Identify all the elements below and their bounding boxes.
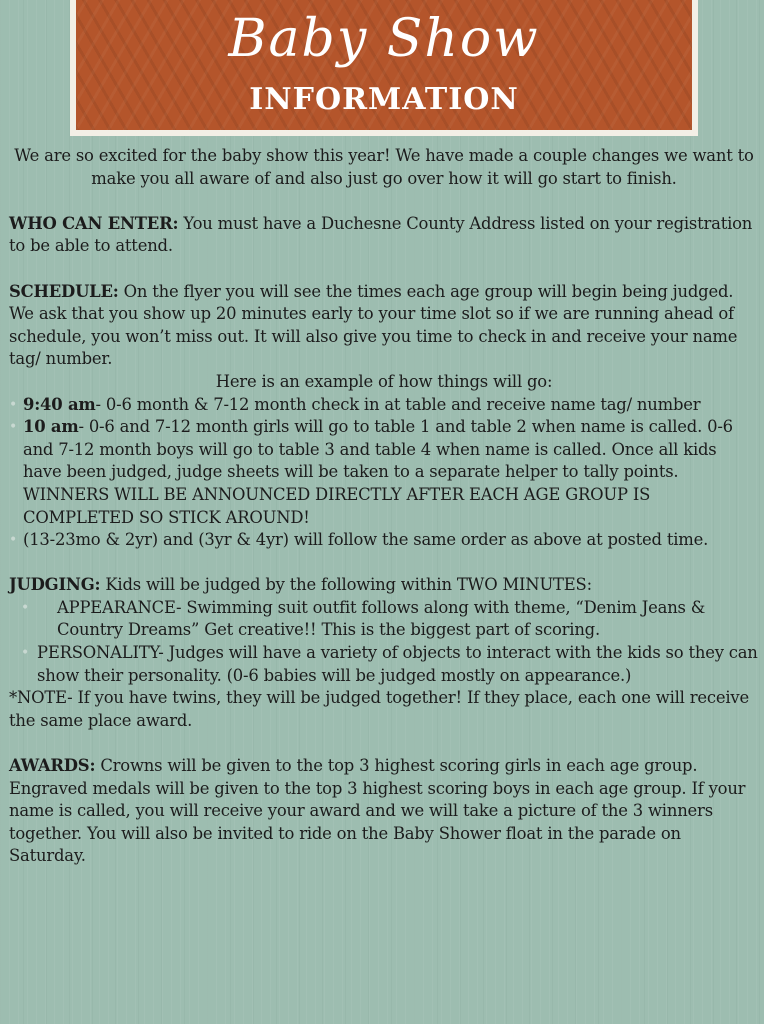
judging-list: [9, 597, 759, 687]
schedule-item-text: - 0-6 and 7-12 month girls will go to table 1 and table 2 when name is called. 0-6 and 7-12 month boys will go to table 3 and table 4 when name is called. Once all kids have been judged, judge sheets will be taken to a separate helper to tally points. WINNERS WILL BE ANNOUNCED DIRECTLY AFTER EACH AGE GROUP IS COMPLETED SO STICK AROUND!: [23, 417, 733, 527]
list-item: [9, 394, 759, 417]
schedule-example-line: Here is an example of how things will go:: [215, 371, 553, 391]
banner-panel: [76, 0, 692, 130]
who-can-enter-text: You must have a Duchesne County Address listed on your registration to be able to attend.: [9, 213, 753, 256]
schedule-time: 9:40 am: [23, 394, 96, 414]
awards-label: AWARDS:: [9, 756, 96, 776]
twins-note: *NOTE- If you have twins, they will be judged together! If they place, each one will receive the same place award.: [9, 688, 749, 730]
schedule-section: [9, 281, 759, 371]
schedule-label: SCHEDULE:: [9, 281, 119, 301]
script-title: Baby Show: [228, 9, 540, 69]
flyer-body: [9, 145, 759, 868]
who-can-enter-label: WHO CAN ENTER:: [9, 213, 179, 233]
schedule-time: 10 am: [23, 417, 79, 437]
list-item: • PERSONALITY- Judges will have a variety of objects to interact with the kids so they can show their personality. (0-6 babies will be judged mostly on appearance.): [9, 642, 759, 687]
intro-paragraph: We are so excited for the baby show this year! We have made a couple changes we want to make you all aware of and also just go over how it will go start to finish.: [14, 146, 754, 188]
list-item: • APPEARANCE- Swimming suit outfit follows along with theme, “Denim Jeans & Country Dreams” Get creative!! This is the biggest part of scoring.: [9, 597, 759, 642]
schedule-text: On the flyer you will see the times each age group will begin being judged. We ask that you show up 20 minutes early to your time slot so if we are running ahead of schedule, you won’t miss out. It will also give you time to check in and receive your name tag/ number.: [9, 281, 738, 369]
header-banner: [70, 0, 698, 136]
page-title: INFORMATION: [249, 82, 519, 117]
awards-text: Crowns will be given to the top 3 highest scoring girls in each age group. Engraved medals will be given to the top 3 highest scoring boys in each age group. If your name is called, you will receive your award and we will take a picture of the 3 winners together. You will also be invited to ride on the Baby Shower float in the parade on Saturday.: [9, 756, 746, 866]
judging-label: JUDGING:: [9, 575, 101, 595]
schedule-list: [9, 394, 759, 552]
awards-section: [9, 755, 759, 868]
schedule-item-text: - 0-6 month & 7-12 month check in at table and receive name tag/ number: [95, 394, 701, 414]
schedule-item-text: (13-23mo & 2yr) and (3yr & 4yr) will follow the same order as above at posted time.: [23, 530, 709, 550]
judging-text: Kids will be judged by the following within TWO MINUTES:: [100, 575, 592, 595]
judging-section: [9, 574, 759, 597]
list-item: [9, 416, 759, 529]
list-item: [9, 529, 759, 552]
who-can-enter-section: [9, 213, 759, 258]
